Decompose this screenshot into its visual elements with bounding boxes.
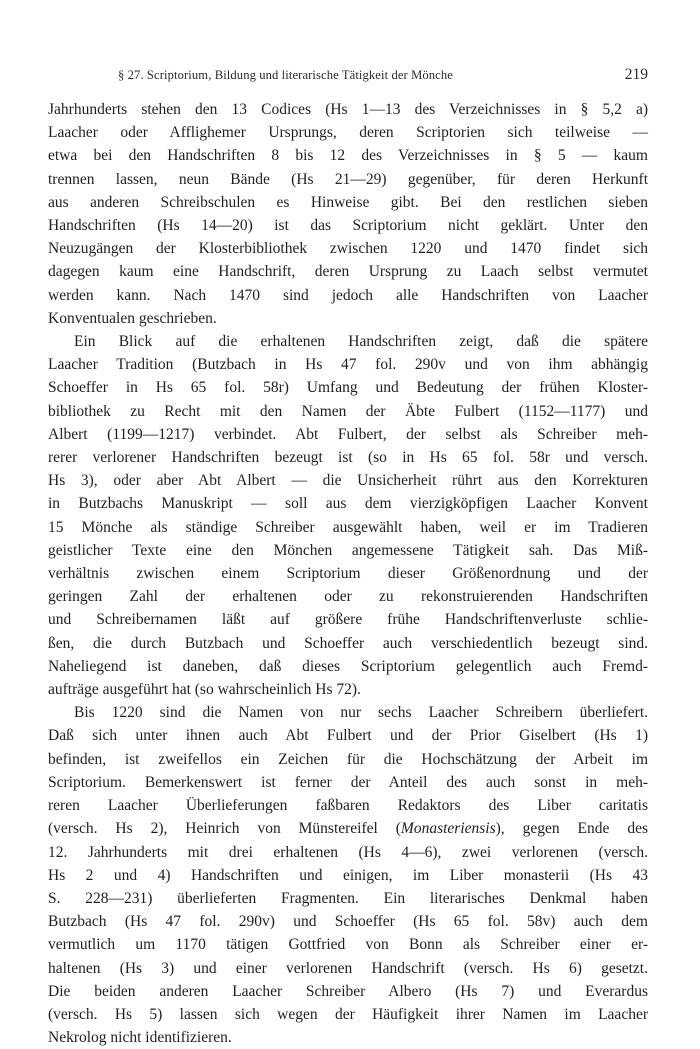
text-line: werden kann. Nach 1470 sind jedoch alle Handschriften von Laacher	[48, 286, 648, 304]
text-line: Laacher oder Afflighemer Ursprungs, deren Scriptorien sich teilweise —	[48, 124, 648, 142]
text-line: Neuzugängen der Klosterbibliothek zwischen 1220 und 1470 findet sich	[48, 240, 648, 258]
text-line: (versch. Hs 5) lassen sich wegen der Häufigkeit ihrer Namen im Laacher	[48, 1005, 648, 1023]
text-line: Laacher Tradition (Butzbach in Hs 47 fol. 290v und von ihm abhängig	[48, 356, 648, 374]
text-line: S. 228—231) überlieferten Fragmenten. Ein literarisches Denkmal haben	[48, 889, 648, 907]
text-segment: (versch. Hs 2), Heinrich von Münstereifel (	[48, 820, 401, 838]
text-line: rerer verlorener Handschriften bezeugt ist (so in Hs 65 fol. 58r und versch.	[48, 449, 648, 467]
running-head: § 27. Scriptorium, Bildung und literarische Tätigkeit der Mönche	[118, 68, 453, 82]
text-line: Hs 3), oder aber Abt Albert — die Unsicherheit rührt aus den Korrekturen	[48, 472, 648, 490]
text-line: verhältnis zwischen einem Scriptorium dieser Größenordnung und der	[48, 565, 648, 583]
text-segment: ), gegen Ende des	[495, 820, 648, 838]
paragraph-3	[48, 701, 648, 1049]
text-line: Bis 1220 sind die Namen von nur sechs Laacher Schreibern überliefert.	[74, 704, 648, 722]
text-line: Die beiden anderen Laacher Schreiber Albero (Hs 7) und Everardus	[48, 982, 648, 1000]
text-line: Jahrhunderts stehen den 13 Codices (Hs 1—13 des Verzeichnisses in § 5,2 a)	[48, 101, 648, 118]
text-line: Ein Blick auf die erhaltenen Handschriften zeigt, daß die spätere	[74, 333, 648, 351]
italic-term: Monasteriensis	[400, 820, 496, 838]
page-header	[48, 66, 648, 88]
text-line: 12. Jahrhunderts mit drei erhaltenen (Hs 4—6), zwei verlorenen (versch.	[48, 843, 648, 861]
text-line: Scriptorium. Bemerkenswert ist ferner der Anteil des auch sonst in meh-	[48, 773, 648, 791]
text-line: Daß sich unter ihnen auch Abt Fulbert und der Prior Giselbert (Hs 1)	[48, 727, 648, 745]
text-line: Konventualen geschrieben.	[48, 309, 217, 327]
text-line: Nekrolog nicht identifizieren.	[48, 1029, 232, 1047]
text-line: etwa bei den Handschriften 8 bis 12 des Verzeichnisses in § 5 — kaum	[48, 147, 648, 165]
text-line: 15 Mönche als ständige Schreiber ausgewählt haben, weil er im Tradieren	[48, 518, 648, 536]
body-text	[48, 98, 648, 1049]
text-line: trennen lassen, neun Bände (Hs 21—29) gegenüber, für deren Herkunft	[48, 170, 648, 188]
text-line: in Butzbachs Manuskript — soll aus dem vierzigköpfigen Laacher Konvent	[48, 495, 648, 513]
paragraph-1	[48, 98, 648, 330]
text-line: Hs 2 und 4) Handschriften und einigen, im Liber monasterii (Hs 43	[48, 866, 648, 884]
text-line: aus anderen Schreibschulen es Hinweise gibt. Bei den restlichen sieben	[48, 193, 648, 211]
text-line: Schoeffer in Hs 65 fol. 58r) Umfang und Bedeutung der frühen Kloster-	[48, 379, 648, 397]
text-line: bibliothek zu Recht mit den Namen der Äbte Fulbert (1152—1177) und	[48, 402, 648, 420]
text-line: Handschriften (Hs 14—20) ist das Scriptorium nicht geklärt. Unter den	[48, 217, 648, 235]
text-line: und Schreibernamen läßt auf größere frühe Handschriftenverluste schlie-	[48, 611, 648, 629]
text-line-with-italic	[48, 817, 648, 840]
text-line: dagegen kaum eine Handschrift, deren Ursprung zu Laach selbst vermutet	[48, 263, 648, 281]
text-line: befinden, ist zweifellos ein Zeichen für die Hochschätzung der Arbeit im	[48, 750, 648, 768]
text-line: haltenen (Hs 3) und einer verlorenen Handschrift (versch. Hs 6) gesetzt.	[48, 959, 648, 977]
text-line: aufträge ausgeführt hat (so wahrscheinlich Hs 72).	[48, 681, 361, 699]
paragraph-2	[48, 330, 648, 701]
text-line: Albert (1199—1217) verbindet. Abt Fulbert, der selbst als Schreiber meh-	[48, 425, 648, 443]
text-line: reren Laacher Überlieferungen faßbaren Redaktors des Liber caritatis	[48, 797, 648, 815]
text-line: ßen, die durch Butzbach und Schoeffer auch verschiedentlich bezeugt sind.	[48, 634, 648, 652]
text-line: Butzbach (Hs 47 fol. 290v) und Schoeffer (Hs 65 fol. 58v) auch dem	[48, 913, 648, 931]
text-line: geringen Zahl der erhaltenen oder zu rekonstruierenden Handschriften	[48, 588, 648, 606]
text-line: Naheliegend ist daneben, daß dieses Scriptorium gelegentlich auch Fremd-	[48, 657, 648, 675]
text-line: geistlicher Texte eine den Mönchen angemessene Tätigkeit sah. Das Miß-	[48, 541, 648, 559]
text-line: vermutlich um 1170 tätigen Gottfried von Bonn als Schreiber einer er-	[48, 936, 648, 954]
page-number: 219	[624, 66, 648, 83]
